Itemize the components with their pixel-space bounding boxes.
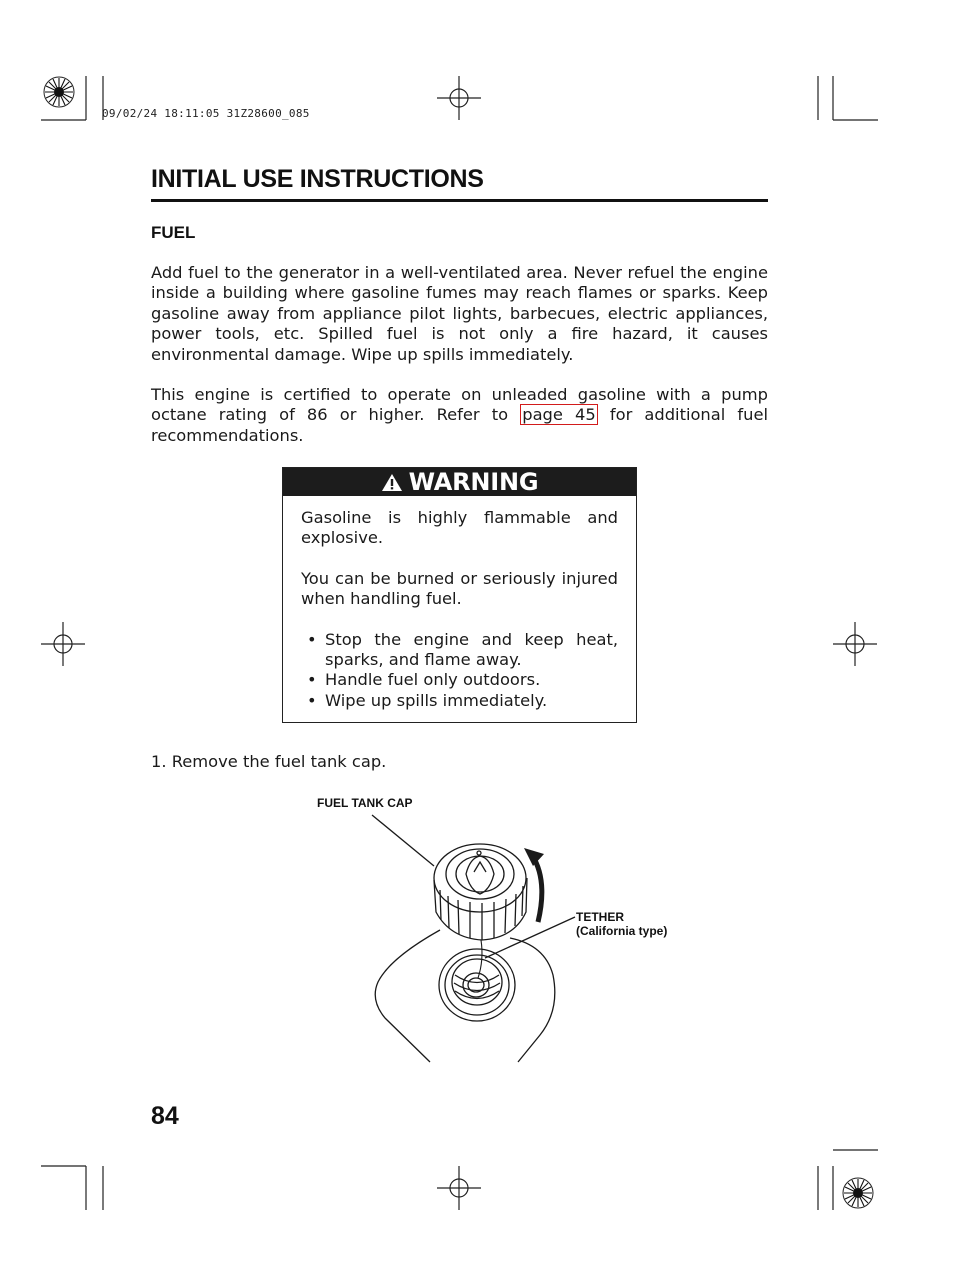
warning-body (283, 496, 636, 711)
warning-box (282, 467, 637, 723)
tether-label-line-1: TETHER (576, 910, 624, 924)
registration-mark-bottom (437, 1166, 481, 1210)
section-title: FUEL (151, 223, 196, 242)
warning-header (283, 468, 636, 496)
warning-bullet: • Handle fuel only outdoors. (307, 670, 618, 690)
paragraph-2-text-b: for additional fuel recommendations. (151, 405, 768, 445)
tether-label-line-2: (California type) (576, 924, 668, 938)
starburst-target-bottom-right (843, 1178, 873, 1208)
fuel-paragraph-1: Add fuel to the generator in a well-ventilated area. Never refuel the engine inside a building where gasoline fumes may reach flames or sparks. Keep gasoline away from appliance pilot lights, barbecues, electric appliances, power tools, etc. Spilled fuel is not only a fire hazard, it causes environmental damage. Wipe up spills immediately. (151, 263, 768, 364)
warning-triangle-icon (381, 473, 403, 492)
tether-label (576, 910, 667, 938)
page-45-link[interactable]: page 45 (522, 405, 596, 425)
warning-bullet-list (301, 630, 618, 712)
warning-text-2: You can be burned or seriously injured when handling fuel. (301, 568, 618, 609)
starburst-target-top-left (44, 77, 74, 107)
registration-mark-top (437, 76, 481, 120)
title-rule (151, 199, 768, 202)
fuel-tank-cap-label: FUEL TANK CAP (317, 796, 413, 810)
warning-title: WARNING (408, 468, 539, 496)
paragraph-2-text-a: This engine is certified to operate on unleaded gasoline with a pump octane rating of 86 or higher. Refer to (151, 385, 768, 425)
print-stamp: 09/02/24 18:11:05 31Z28600_085 (102, 107, 310, 120)
fuel-tank-cap-illustration (360, 810, 580, 1065)
fuel-paragraph-2 (151, 385, 768, 446)
registration-mark-right (833, 622, 877, 666)
page-number: 84 (151, 1102, 179, 1130)
page-title: INITIAL USE INSTRUCTIONS (151, 165, 484, 193)
warning-bullet: • Stop the engine and keep heat, sparks, and flame away. (307, 630, 618, 671)
registration-mark-left (41, 622, 85, 666)
warning-bullet: • Wipe up spills immediately. (307, 691, 618, 711)
warning-text-1: Gasoline is highly flammable and explosive. (301, 508, 618, 548)
step-1: 1. Remove the fuel tank cap. (151, 752, 387, 771)
